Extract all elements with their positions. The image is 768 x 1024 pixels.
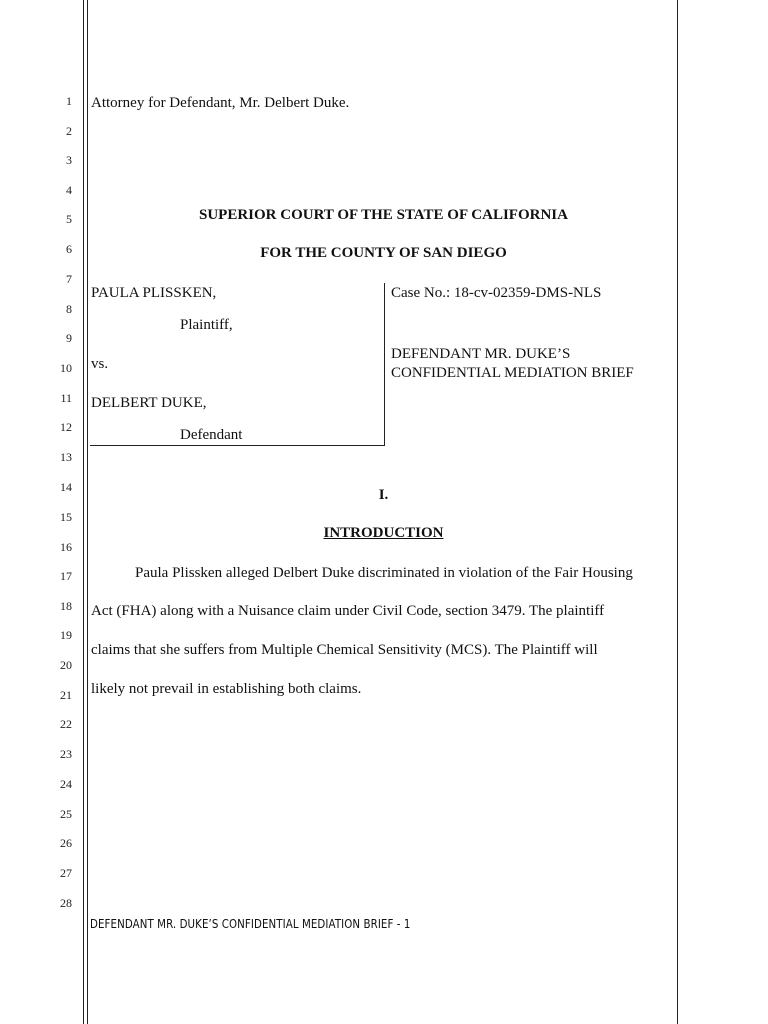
paragraph-line: Act (FHA) along with a Nuisance claim under Civil Code, section 3479. The plaintiff <box>91 603 605 619</box>
case-number: Case No.: 18-cv-02359-DMS-NLS <box>391 285 602 301</box>
line-number: 9 <box>66 331 72 345</box>
document-title-line2: CONFIDENTIAL MEDIATION BRIEF <box>391 365 634 381</box>
attorney-line: Attorney for Defendant, Mr. Delbert Duke. <box>91 95 350 111</box>
versus-label: vs. <box>91 356 109 372</box>
line-number: 12 <box>60 420 72 434</box>
document-title-line1: DEFENDANT MR. DUKE’S <box>391 346 571 362</box>
caption-divider-vertical <box>384 283 385 446</box>
court-county: FOR THE COUNTY OF SAN DIEGO <box>260 245 507 261</box>
line-number: 22 <box>60 717 72 731</box>
line-number: 18 <box>60 599 72 613</box>
line-number: 8 <box>66 302 72 316</box>
line-number: 25 <box>60 807 72 821</box>
page-footer: DEFENDANT MR. DUKE’S CONFIDENTIAL MEDIATION BRIEF - 1 <box>90 916 411 931</box>
section-number: I. <box>378 487 389 503</box>
paragraph-line: likely not prevail in establishing both claims. <box>91 681 362 697</box>
line-number: 21 <box>60 688 72 702</box>
caption-divider-horizontal <box>90 445 385 446</box>
line-number: 5 <box>66 212 72 226</box>
line-number: 6 <box>66 242 72 256</box>
section-heading: INTRODUCTION <box>323 525 444 541</box>
line-number: 4 <box>66 183 72 197</box>
line-number: 20 <box>60 658 72 672</box>
defendant-role: Defendant <box>180 427 243 443</box>
line-number: 3 <box>66 153 72 167</box>
plaintiff-name: PAULA PLISSKEN, <box>91 285 217 301</box>
paragraph-line: Paula Plissken alleged Delbert Duke discriminated in violation of the Fair Housing <box>135 565 633 581</box>
line-number: 10 <box>60 361 72 375</box>
line-number: 24 <box>60 777 72 791</box>
line-number: 1 <box>66 94 72 108</box>
plaintiff-role: Plaintiff, <box>180 317 233 333</box>
line-number: 27 <box>60 866 72 880</box>
line-number: 19 <box>60 628 72 642</box>
line-number: 28 <box>60 896 72 910</box>
line-number: 13 <box>60 450 72 464</box>
paragraph-line: claims that she suffers from Multiple Chemical Sensitivity (MCS). The Plaintiff will <box>91 642 598 658</box>
defendant-name: DELBERT DUKE, <box>91 395 207 411</box>
line-number: 7 <box>66 272 72 286</box>
left-margin-rule-inner <box>87 0 88 1024</box>
left-margin-rule-outer <box>83 0 84 1024</box>
line-number: 11 <box>60 391 72 405</box>
court-name: SUPERIOR COURT OF THE STATE OF CALIFORNIA <box>199 207 568 223</box>
right-margin-rule <box>677 0 678 1024</box>
line-number: 14 <box>60 480 72 494</box>
line-number: 23 <box>60 747 72 761</box>
line-number: 17 <box>60 569 72 583</box>
line-number: 16 <box>60 540 72 554</box>
line-number: 15 <box>60 510 72 524</box>
line-number: 26 <box>60 836 72 850</box>
line-number: 2 <box>66 124 72 138</box>
